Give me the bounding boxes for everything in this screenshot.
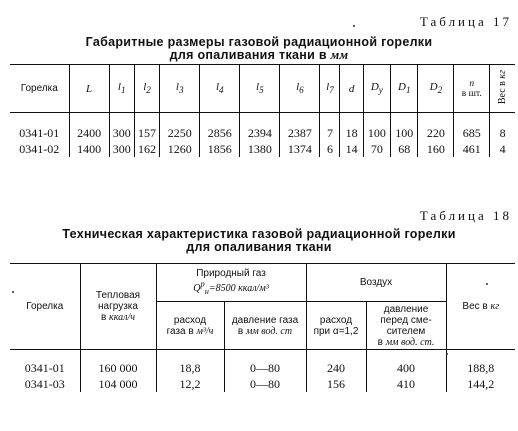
header-air-flow: расход при α=1,2 (306, 302, 366, 350)
cell: 14 (340, 141, 363, 157)
cell: 18 (340, 113, 363, 142)
header-l3: $l_3$ (160, 65, 200, 113)
cell: 300 (109, 141, 134, 157)
table-18-label: Таблица 18 (419, 208, 512, 223)
cell: 0341-03 (24, 376, 65, 391)
cell: 1374 (280, 141, 320, 157)
header-weight: Вес в кг (446, 264, 515, 350)
cell: 2400 (69, 113, 109, 142)
cell: 6 (320, 141, 340, 157)
dimensions-header-row (10, 65, 515, 113)
cell: 300 (109, 113, 134, 142)
cell: 144,2 (446, 376, 515, 392)
cell: 0—80 (224, 376, 306, 392)
cell: 1400 (69, 141, 109, 157)
cell: 8 (490, 113, 515, 142)
cell: 2394 (240, 113, 280, 142)
cell: 157 (134, 113, 159, 142)
cell: 188,8 (446, 350, 515, 377)
scan-speck (353, 25, 355, 27)
header-air: Воздух (306, 264, 446, 302)
cell: 160 (418, 141, 454, 157)
cell: 100 (363, 113, 390, 142)
cell: 240 (306, 350, 366, 377)
cell: 1260 (160, 141, 200, 157)
scan-speck (486, 283, 488, 285)
cell: 0341-02 (19, 141, 60, 156)
cell: 461 (454, 141, 490, 157)
cell: 104 000 (80, 376, 156, 392)
cell: 0341-01 (19, 125, 60, 140)
table-18-caption (0, 228, 518, 254)
cell: 220 (418, 113, 454, 142)
header-gas-flow: расход газа в м³/ч (156, 302, 224, 350)
scan-speck (12, 291, 14, 293)
header-burner: Горелка (10, 65, 69, 113)
cell: 160 000 (80, 350, 156, 377)
cell: 685 (454, 113, 490, 142)
header-weight: Вес в кг (490, 65, 515, 113)
header-d: d (340, 65, 363, 113)
header-air-pressure: давление перед сме- сителем в мм вод. ст. (366, 302, 446, 350)
cell: 156 (306, 376, 366, 392)
header-l5: $l_5$ (240, 65, 280, 113)
table-row (10, 376, 515, 392)
cell: 100 (391, 113, 418, 142)
header-gas-pressure: давление газа в мм вод. ст (224, 302, 306, 350)
table-17-caption (0, 36, 518, 62)
cell: 2856 (200, 113, 240, 142)
cell: 18,8 (156, 350, 224, 377)
table-row (10, 350, 515, 377)
cell: 2250 (160, 113, 200, 142)
cell: 1380 (240, 141, 280, 157)
cell: 1856 (200, 141, 240, 157)
scan-speck (446, 353, 448, 355)
table-row (10, 113, 515, 142)
cell: 68 (391, 141, 418, 157)
header-D2: $D_2$ (418, 65, 454, 113)
header-l7: $l_7$ (320, 65, 340, 113)
header-L: L (69, 65, 109, 113)
header-D1: $D_1$ (391, 65, 418, 113)
table-18-caption-line1: Техническая характеристика газовой радиационной горелки (62, 227, 456, 241)
table-17-caption-line1: Габаритные размеры газовой радиационной горелки (85, 35, 433, 49)
cell: 162 (134, 141, 159, 157)
gas-heat-value: $Q^р_н=8500$ ккал/м³ (193, 279, 269, 297)
table-18-caption-line2: для опаливания ткани (186, 240, 332, 254)
header-natural-gas: Природный газ $Q^р_н=8500$ ккал/м³ (156, 264, 306, 302)
cell: 4 (490, 141, 515, 157)
cell: 0341-01 (24, 360, 65, 375)
cell: 7 (320, 113, 340, 142)
header-l2: $l_2$ (134, 65, 159, 113)
header-Dy: $D_y$ (363, 65, 390, 113)
characteristics-table (10, 263, 515, 392)
header-n: n в шт. (454, 65, 490, 113)
cell: 12,2 (156, 376, 224, 392)
header-heat-load: Тепловая нагрузка в ккал/ч (80, 264, 156, 350)
cell: 400 (366, 350, 446, 377)
dimensions-table (10, 64, 515, 157)
table-17-caption-line2: для опаливания ткани в мм (169, 48, 349, 62)
cell: 2387 (280, 113, 320, 142)
cell: 410 (366, 376, 446, 392)
cell: 70 (363, 141, 390, 157)
cell: 0—80 (224, 350, 306, 377)
header-l6: $l_6$ (280, 65, 320, 113)
table-17-label: Таблица 17 (419, 14, 512, 29)
header-l1: $l_1$ (109, 65, 134, 113)
characteristics-header-row-1 (10, 264, 515, 302)
header-l4: $l_4$ (200, 65, 240, 113)
header-burner: Горелка (10, 264, 80, 350)
table-row (10, 141, 515, 157)
